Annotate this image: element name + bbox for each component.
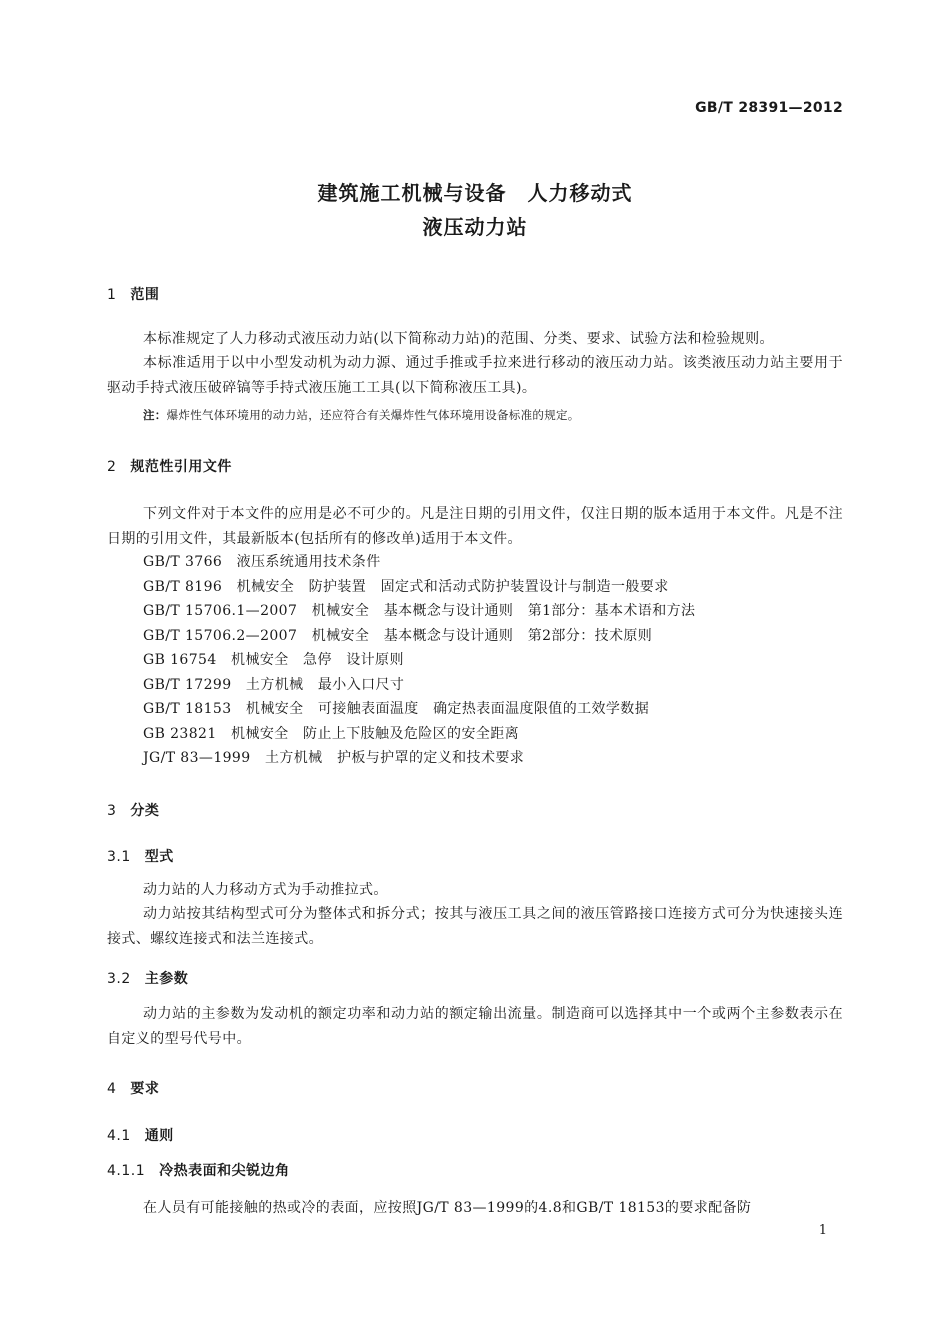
- section-1-paragraph-1: 本标准规定了人力移动式液压动力站(以下简称动力站)的范围、分类、要求、试验方法和检验规则。: [143, 331, 774, 347]
- reference-item: GB/T 17299 土方机械 最小入口尺寸: [143, 676, 405, 693]
- reference-item: GB/T 8196 机械安全 防护装置 固定式和活动式防护装置设计与制造一般要求: [143, 578, 669, 595]
- section-4-heading: [107, 1078, 159, 1098]
- section-number: 3.2: [107, 971, 131, 987]
- section-number: 4.1: [107, 1128, 131, 1144]
- section-title: 规范性引用文件: [130, 459, 232, 475]
- reference-item: GB 16754 机械安全 急停 设计原则: [143, 652, 404, 668]
- reference-item: GB/T 15706.2—2007 机械安全 基本概念与设计通则 第2部分：技术原则: [143, 627, 653, 644]
- section-title: 要求: [130, 1081, 160, 1097]
- section-number: 1: [107, 287, 117, 303]
- section-title: 冷热表面和尖锐边角: [159, 1163, 290, 1179]
- section-4-1-1-heading: [107, 1160, 290, 1180]
- section-4-1-1-paragraph-1: 在人员有可能接触的热或冷的表面，应按照JG/T 83—1999的4.8和GB/T 18153的要求配备防: [143, 1200, 752, 1216]
- reference-item: GB/T 3766 液压系统通用技术条件: [143, 554, 381, 570]
- section-1-note: [143, 405, 843, 425]
- section-3-1-heading: [107, 846, 174, 866]
- section-2-paragraph-1: 下列文件对于本文件的应用是必不可少的。凡是注日期的引用文件，仅注日期的版本适用于本文件。凡是不注日期的引用文件，其最新版本(包括所有的修改单)适用于本文件。: [107, 506, 843, 547]
- document-title: [0, 176, 950, 244]
- title-line-2: 液压动力站: [422, 215, 528, 239]
- section-1-heading: [107, 284, 159, 304]
- title-line-1: 建筑施工机械与设备 人力移动式: [317, 181, 633, 205]
- section-title: 范围: [130, 287, 160, 303]
- section-4-1-heading: [107, 1125, 174, 1145]
- section-title: 通则: [144, 1128, 174, 1144]
- section-2-heading: [107, 456, 232, 476]
- section-3-1-paragraph-2: 动力站按其结构型式可分为整体式和拆分式；按其与液压工具之间的液压管路接口连接方式可分为快速接头连接式、螺纹连接式和法兰连接式。: [107, 906, 843, 947]
- section-number: 2: [107, 459, 117, 475]
- section-title: 型式: [144, 849, 174, 865]
- section-number: 3.1: [107, 849, 131, 865]
- section-number: 4: [107, 1081, 117, 1097]
- section-3-2-paragraph-1: 动力站的主参数为发动机的额定功率和动力站的额定输出流量。制造商可以选择其中一个或两个主参数表示在自定义的型号代号中。: [107, 1006, 843, 1047]
- reference-item: GB/T 18153 机械安全 可接触表面温度 确定热表面温度限值的工效学数据: [143, 701, 650, 717]
- reference-item: GB/T 15706.1—2007 机械安全 基本概念与设计通则 第1部分：基本术语和方法: [143, 603, 696, 619]
- section-title: 分类: [130, 803, 160, 819]
- reference-item: GB 23821 机械安全 防止上下肢触及危险区的安全距离: [143, 725, 520, 742]
- section-1-paragraph-2: 本标准适用于以中小型发动机为动力源、通过手推或手拉来进行移动的液压动力站。该类液压动力站主要用于驱动手持式液压破碎镐等手持式液压施工工具(以下简称液压工具)。: [107, 355, 843, 396]
- section-number: 3: [107, 803, 117, 819]
- section-title: 主参数: [144, 971, 189, 987]
- standard-code: GB/T 28391—2012: [695, 100, 843, 116]
- section-3-1-paragraph-1: 动力站的人力移动方式为手动推拉式。: [143, 882, 388, 898]
- section-number: 4.1.1: [107, 1163, 146, 1179]
- note-text: 爆炸性气体环境用的动力站，还应符合有关爆炸性气体环境用设备标准的规定。: [166, 408, 580, 422]
- note-label: 注：: [143, 408, 167, 422]
- reference-item: JG/T 83—1999 土方机械 护板与护罩的定义和技术要求: [143, 750, 525, 766]
- section-3-heading: [107, 800, 159, 820]
- section-3-2-heading: [107, 968, 188, 988]
- normative-reference-list: [143, 550, 695, 771]
- page-number: 1: [818, 1223, 827, 1238]
